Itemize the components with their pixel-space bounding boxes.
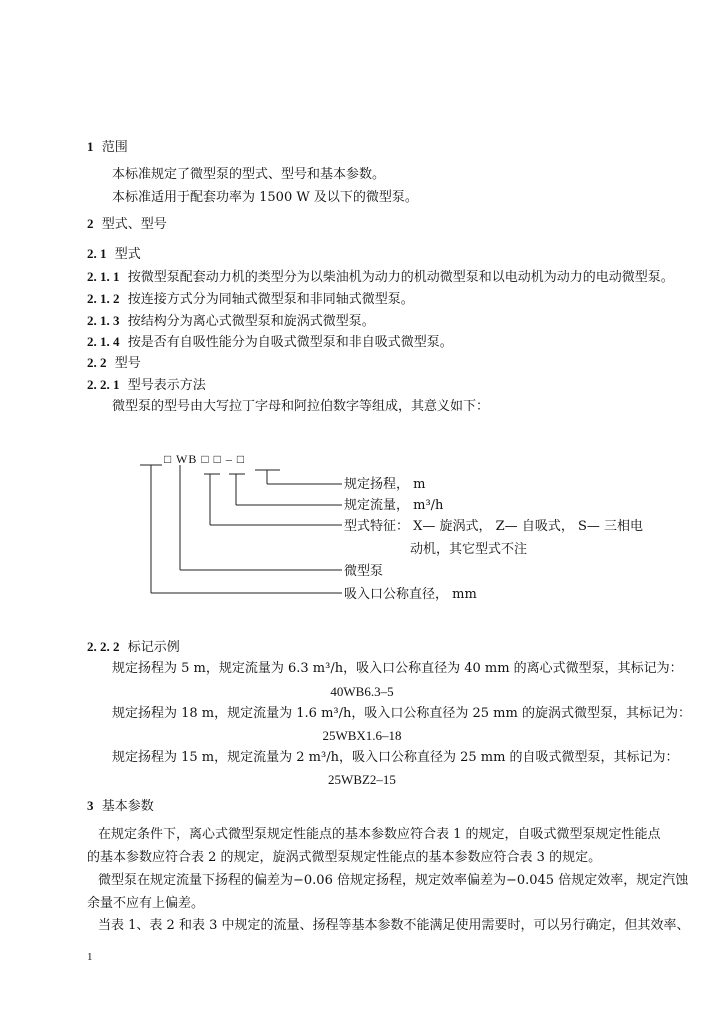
section-number: 3: [87, 798, 94, 813]
section-number: 2. 1: [87, 246, 107, 261]
paragraph: 在规定条件下，离心式微型泵规定性能点的基本参数应符合表 1 的规定，自吸式微型泵规定性能点: [98, 827, 661, 842]
paragraph: 当表 1、表 2 和表 3 中规定的流量、扬程等基本参数不能满足使用需要时，可以另行确定，但其效率、: [98, 918, 690, 933]
paragraph: 微型泵的型号由大写拉丁字母和阿拉伯数字等组成，其意义如下：: [112, 399, 490, 414]
diagram-label-type: 型式特征： X— 旋涡式， Z— 自吸式， S— 三相电: [344, 519, 643, 534]
section-number: 1: [87, 139, 94, 154]
section-title: 基本参数: [101, 799, 154, 814]
clause-number: 2. 1. 4: [87, 334, 120, 349]
diagram-label-diameter: 吸入口公称直径， mm: [344, 587, 477, 602]
section-title: 标记示例: [127, 640, 180, 655]
section-3-heading: [87, 798, 154, 815]
section-number: 2. 2. 1: [87, 377, 120, 392]
section-number: 2: [87, 216, 94, 231]
clause-text: 按连接方式分为同轴式微型泵和非同轴式微型泵。: [127, 292, 414, 307]
section-title: 型式: [114, 247, 141, 262]
clause-number: 2. 1. 1: [87, 269, 120, 284]
section-number: 2. 2: [87, 355, 107, 370]
example-text: 规定扬程为 18 m，规定流量为 1.6 m³/h，吸入口公称直径为 25 mm 的旋涡式微型泵，其标记为：: [112, 706, 691, 721]
diagram-label-pump: 微型泵: [344, 564, 384, 579]
example-code: 25WBZ2–15: [328, 772, 396, 787]
example-code: 40WB6.3–5: [330, 684, 394, 699]
diagram-label-type-cont: 动机，其它型式不注: [410, 542, 528, 557]
clause-text: 按微型泵配套动力机的类型分为以柴油机为动力的机动微型泵和以电动机为动力的电动微型泵。: [127, 270, 674, 285]
section-title: 型式、型号: [101, 217, 167, 232]
example-code: 25WBX1.6–18: [322, 728, 402, 743]
clause-number: 2. 1. 3: [87, 313, 120, 328]
section-title: 型号: [114, 356, 141, 371]
paragraph: 余量不应有上偏差。: [87, 896, 205, 911]
section-2-2-2-heading: [87, 639, 180, 656]
model-code: □ WB □ □ – □: [164, 452, 246, 466]
example-text: 规定扬程为 15 m，规定流量为 2 m³/h，吸入口公称直径为 25 mm 的自吸式微型泵，其标记为：: [112, 750, 679, 765]
clause-number: 2. 1. 2: [87, 291, 120, 306]
diagram-label-flow: 规定流量， m³/h: [344, 498, 444, 513]
paragraph: 微型泵在规定流量下扬程的偏差为−0.06 倍规定扬程，规定效率偏差为−0.045 倍规定效率，规定汽蚀: [98, 873, 689, 888]
paragraph: 本标准适用于配套功率为 1500 W 及以下的微型泵。: [112, 190, 418, 205]
clause-text: 按结构分为离心式微型泵和旋涡式微型泵。: [127, 314, 375, 329]
section-title: 型号表示方法: [127, 378, 206, 393]
clause-text: 按是否有自吸性能分为自吸式微型泵和非自吸式微型泵。: [127, 335, 453, 350]
diagram-label-head: 规定扬程， m: [344, 477, 426, 492]
paragraph: 的基本参数应符合表 2 的规定，旋涡式微型泵规定性能点的基本参数应符合表 3 的规定。: [87, 850, 602, 865]
example-text: 规定扬程为 5 m，规定流量为 6.3 m³/h，吸入口公称直径为 40 mm 的离心式微型泵，其标记为：: [112, 661, 683, 676]
section-title: 范围: [101, 140, 128, 155]
page-number: 1: [87, 951, 93, 963]
paragraph: 本标准规定了微型泵的型式、型号和基本参数。: [112, 167, 386, 182]
section-number: 2. 2. 2: [87, 639, 120, 654]
